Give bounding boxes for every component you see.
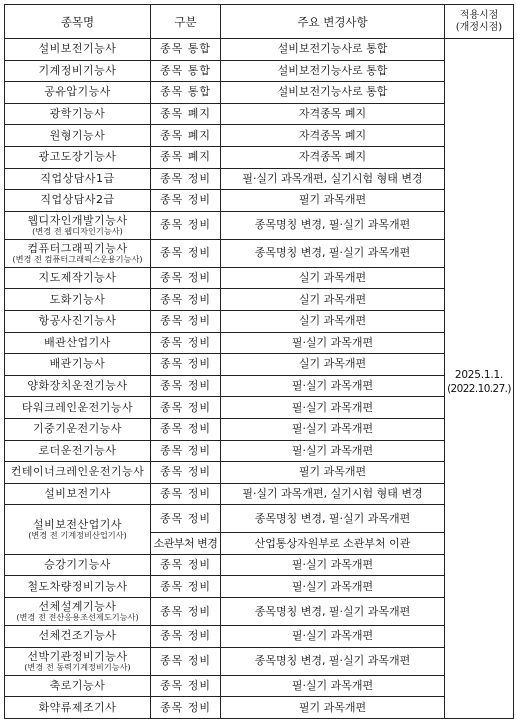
cell-main-change: 필·실기 과목개편 bbox=[221, 626, 445, 648]
cell-category: 종목 정비 bbox=[151, 375, 221, 397]
cell-qualification-name bbox=[5, 332, 151, 354]
cell-category: 종목 정비 bbox=[151, 332, 221, 354]
header-date-line1: 적용시점 bbox=[459, 9, 499, 21]
table-row bbox=[5, 332, 514, 354]
cell-main-change: 종목명칭 변경, 필·실기 과목개편 bbox=[221, 211, 445, 239]
cell-qualification-name bbox=[5, 289, 151, 311]
cell-category: 종목 정비 bbox=[151, 626, 221, 648]
cell-qualification-name bbox=[5, 168, 151, 190]
cell-main-change: 실기 과목개편 bbox=[221, 310, 445, 332]
cell-category: 소관부처 변경 bbox=[151, 533, 221, 555]
cell-main-change: 설비보전기능사로 통합 bbox=[221, 60, 445, 82]
cell-main-change: 자격종목 폐지 bbox=[221, 103, 445, 125]
qualification-name: 항공사진기능사 bbox=[38, 314, 117, 328]
cell-qualification-name bbox=[5, 598, 151, 626]
table-row bbox=[5, 289, 514, 311]
cell-category: 종목 폐지 bbox=[151, 103, 221, 125]
cell-main-change: 필·실기 과목개편 bbox=[221, 375, 445, 397]
qualification-name: 양화장치운전기능사 bbox=[27, 379, 128, 393]
qualification-name: 지도제작기능사 bbox=[38, 271, 117, 285]
header-date-line2: (개정시점) bbox=[455, 21, 503, 33]
cell-category: 종목 정비 bbox=[151, 647, 221, 675]
qualification-name: 도화기능사 bbox=[49, 292, 106, 306]
cell-main-change: 필·실기 과목개편, 실기시험 형태 변경 bbox=[221, 483, 445, 505]
cell-qualification-name bbox=[5, 697, 151, 719]
table-row bbox=[5, 626, 514, 648]
cell-effective-date bbox=[445, 39, 514, 719]
cell-main-change: 필·실기 과목개편 bbox=[221, 440, 445, 462]
cell-category: 종목 정비 bbox=[151, 211, 221, 239]
qualification-name: 원형기능사 bbox=[49, 128, 106, 142]
header-name: 종목명 bbox=[5, 5, 151, 39]
qualification-name: 선체건조기능사 bbox=[38, 629, 117, 643]
cell-qualification-name bbox=[5, 397, 151, 419]
table-row bbox=[5, 310, 514, 332]
cell-category: 종목 통합 bbox=[151, 82, 221, 104]
qualification-name: 컨테이너크레인운전기능사 bbox=[10, 465, 145, 479]
cell-category: 종목 통합 bbox=[151, 60, 221, 82]
cell-qualification-name bbox=[5, 239, 151, 267]
cell-qualification-name bbox=[5, 39, 151, 61]
cell-main-change: 필·실기 과목개편 bbox=[221, 332, 445, 354]
table-row bbox=[5, 103, 514, 125]
cell-category: 종목 정비 bbox=[151, 505, 221, 533]
table-row bbox=[5, 168, 514, 190]
cell-main-change: 설비보전기능사로 통합 bbox=[221, 82, 445, 104]
table-row bbox=[5, 505, 514, 533]
qualification-name: 승강기기능사 bbox=[44, 558, 111, 572]
cell-qualification-name bbox=[5, 125, 151, 147]
header-gubun: 구분 bbox=[151, 5, 221, 39]
cell-qualification-name bbox=[5, 310, 151, 332]
qualification-name: 타워크레인운전기능사 bbox=[21, 400, 134, 414]
cell-category: 종목 정비 bbox=[151, 576, 221, 598]
cell-qualification-name bbox=[5, 418, 151, 440]
table-row bbox=[5, 146, 514, 168]
cell-category: 종목 정비 bbox=[151, 289, 221, 311]
table-row bbox=[5, 418, 514, 440]
cell-main-change: 종목명칭 변경, 필·실기 과목개편 bbox=[221, 239, 445, 267]
qualification-name: 공유압기능사 bbox=[44, 85, 111, 99]
cell-main-change: 필·실기 과목개편 bbox=[221, 576, 445, 598]
cell-qualification-name bbox=[5, 483, 151, 505]
qualification-former-name: (변경 전 동력기계정비기능사) bbox=[24, 661, 131, 672]
cell-category: 종목 정비 bbox=[151, 168, 221, 190]
qualification-former-name: (변경 전 컴퓨터그래픽스운용기능사) bbox=[12, 253, 143, 264]
table-row bbox=[5, 125, 514, 147]
cell-main-change: 실기 과목개편 bbox=[221, 354, 445, 376]
cell-qualification-name bbox=[5, 211, 151, 239]
cell-qualification-name bbox=[5, 626, 151, 648]
qualification-name: 기중기운전기능사 bbox=[32, 422, 122, 436]
table-row bbox=[5, 462, 514, 484]
qualification-change-table bbox=[4, 4, 514, 719]
table-row bbox=[5, 675, 514, 697]
cell-category: 종목 정비 bbox=[151, 483, 221, 505]
cell-qualification-name bbox=[5, 375, 151, 397]
cell-category: 종목 정비 bbox=[151, 598, 221, 626]
cell-qualification-name bbox=[5, 462, 151, 484]
qualification-name: 웹디자인개발기능사 bbox=[27, 213, 128, 227]
table-row bbox=[5, 60, 514, 82]
cell-main-change: 필·실기 과목개편 bbox=[221, 397, 445, 419]
table-row bbox=[5, 39, 514, 61]
qualification-name: 기계정비기능사 bbox=[38, 63, 117, 77]
cell-category: 종목 정비 bbox=[151, 267, 221, 289]
header-change: 주요 변경사항 bbox=[221, 5, 445, 39]
cell-category: 종목 정비 bbox=[151, 354, 221, 376]
cell-category: 종목 정비 bbox=[151, 675, 221, 697]
table-row bbox=[5, 82, 514, 104]
cell-qualification-name bbox=[5, 440, 151, 462]
revision-date: (2022.10.27.) bbox=[447, 383, 511, 396]
table-row bbox=[5, 239, 514, 267]
qualification-name: 설비보전기능사 bbox=[38, 42, 117, 56]
qualification-name: 광학기능사 bbox=[49, 107, 106, 121]
qualification-name: 축로기능사 bbox=[49, 678, 106, 692]
cell-category: 종목 정비 bbox=[151, 697, 221, 719]
cell-main-change: 필·실기 과목개편 bbox=[221, 554, 445, 576]
document bbox=[4, 4, 513, 719]
effective-date: 2025.1.1. bbox=[454, 369, 504, 382]
header-row bbox=[5, 5, 514, 39]
cell-main-change: 설비보전기능사로 통합 bbox=[221, 39, 445, 61]
qualification-name: 화약류제조기사 bbox=[38, 700, 117, 714]
cell-qualification-name bbox=[5, 103, 151, 125]
qualification-name: 배관산업기사 bbox=[44, 335, 111, 349]
table-row bbox=[5, 440, 514, 462]
table-row bbox=[5, 267, 514, 289]
cell-main-change: 필·실기 과목개편 bbox=[221, 418, 445, 440]
cell-category: 종목 정비 bbox=[151, 554, 221, 576]
cell-main-change: 필기 과목개편 bbox=[221, 462, 445, 484]
qualification-name: 로더운전기능사 bbox=[38, 443, 117, 457]
qualification-name: 광고도장기능사 bbox=[38, 150, 117, 164]
table-row bbox=[5, 211, 514, 239]
cell-qualification-name bbox=[5, 146, 151, 168]
cell-qualification-name bbox=[5, 554, 151, 576]
cell-main-change: 필기 과목개편 bbox=[221, 190, 445, 212]
cell-main-change: 종목명칭 변경, 필·실기 과목개편 bbox=[221, 647, 445, 675]
cell-category: 종목 정비 bbox=[151, 440, 221, 462]
cell-category: 종목 정비 bbox=[151, 190, 221, 212]
table-row bbox=[5, 354, 514, 376]
header-date bbox=[445, 5, 514, 39]
cell-category: 종목 폐지 bbox=[151, 125, 221, 147]
cell-category: 종목 정비 bbox=[151, 310, 221, 332]
cell-qualification-name bbox=[5, 647, 151, 675]
cell-main-change: 필·실기 과목개편 bbox=[221, 675, 445, 697]
cell-qualification-name bbox=[5, 576, 151, 598]
cell-qualification-name bbox=[5, 267, 151, 289]
qualification-former-name: (변경 전 전산응용조선제도기능사) bbox=[16, 612, 139, 623]
cell-qualification-name bbox=[5, 190, 151, 212]
cell-main-change: 종목명칭 변경, 필·실기 과목개편 bbox=[221, 505, 445, 533]
table-row bbox=[5, 697, 514, 719]
qualification-name: 선체설계기능사 bbox=[38, 600, 117, 614]
cell-category: 종목 폐지 bbox=[151, 146, 221, 168]
table-row bbox=[5, 598, 514, 626]
cell-qualification-name bbox=[5, 675, 151, 697]
table-row bbox=[5, 647, 514, 675]
qualification-name: 설비보전산업기사 bbox=[32, 518, 122, 532]
cell-qualification-name bbox=[5, 60, 151, 82]
qualification-name: 컴퓨터그래픽기능사 bbox=[27, 241, 128, 255]
qualification-name: 선박기관정비기능사 bbox=[27, 649, 128, 663]
qualification-name: 설비보전기사 bbox=[44, 486, 111, 500]
cell-main-change: 실기 과목개편 bbox=[221, 289, 445, 311]
table-row bbox=[5, 375, 514, 397]
cell-main-change: 자격종목 폐지 bbox=[221, 125, 445, 147]
cell-category: 종목 정비 bbox=[151, 418, 221, 440]
table-row bbox=[5, 483, 514, 505]
qualification-name: 직업상담사2급 bbox=[40, 193, 115, 207]
qualification-name: 직업상담사1급 bbox=[40, 171, 115, 185]
cell-qualification-name bbox=[5, 505, 151, 555]
table-row bbox=[5, 397, 514, 419]
qualification-former-name: (변경 전 웹디자인기능사) bbox=[32, 225, 123, 236]
cell-main-change: 필·실기 과목개편, 실기시험 형태 변경 bbox=[221, 168, 445, 190]
cell-category: 종목 정비 bbox=[151, 462, 221, 484]
cell-main-change: 산업통상자원부로 소관부처 이관 bbox=[221, 533, 445, 555]
cell-main-change: 종목명칭 변경, 필·실기 과목개편 bbox=[221, 598, 445, 626]
cell-main-change: 실기 과목개편 bbox=[221, 267, 445, 289]
table-row bbox=[5, 554, 514, 576]
qualification-former-name: (변경 전 기계정비산업기사) bbox=[28, 530, 127, 541]
cell-category: 종목 정비 bbox=[151, 397, 221, 419]
table-body bbox=[5, 39, 514, 719]
qualification-name: 배관기능사 bbox=[49, 357, 106, 371]
cell-main-change: 필기 과목개편 bbox=[221, 697, 445, 719]
table-row bbox=[5, 576, 514, 598]
cell-qualification-name bbox=[5, 354, 151, 376]
cell-qualification-name bbox=[5, 82, 151, 104]
cell-category: 종목 통합 bbox=[151, 39, 221, 61]
qualification-name: 철도차량정비기능사 bbox=[27, 579, 128, 593]
cell-category: 종목 정비 bbox=[151, 239, 221, 267]
table-row bbox=[5, 190, 514, 212]
cell-main-change: 자격종목 폐지 bbox=[221, 146, 445, 168]
